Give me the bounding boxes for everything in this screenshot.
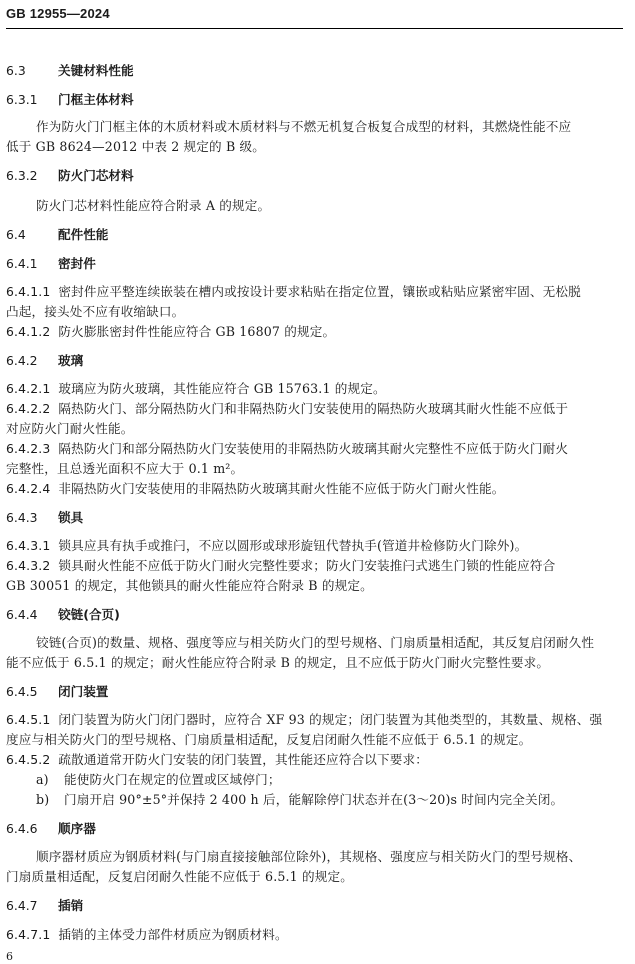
clause-text: 闭门装置为防火门闭门器时，应符合 XF 93 的规定；闭门装置为其他类型的，其数量、规格、强 <box>58 712 603 727</box>
clause-text: 防火膨胀密封件性能应符合 GB 16807 的规定。 <box>58 324 336 339</box>
clause-item <box>6 480 623 498</box>
section-heading <box>6 683 623 701</box>
clause-item <box>6 380 623 398</box>
section-number: 6.4.2 <box>6 353 38 368</box>
clause-number: 6.4.1.2 <box>6 324 51 339</box>
clause-text: 插销的主体受力部件材质应为钢质材料。 <box>58 927 288 942</box>
paragraph-line: 作为防火门门框主体的木质材料或木质材料与不燃无机复合板复合成型的材料，其燃烧性能不应 <box>36 119 572 134</box>
section-number: 6.3.2 <box>6 168 38 183</box>
clause-item <box>6 400 623 418</box>
section-heading <box>6 606 623 624</box>
paragraph-line: 门扇质量相适配，反复启闭耐久性能不应低于 6.5.1 的规定。 <box>6 869 353 884</box>
clause-number: 6.4.2.3 <box>6 441 51 456</box>
section-title: 插销 <box>58 898 84 913</box>
section-number: 6.4.6 <box>6 821 38 836</box>
section-title: 闭门装置 <box>58 684 109 699</box>
clause-text: 玻璃应为防火玻璃，其性能应符合 GB 15763.1 的规定。 <box>58 381 386 396</box>
clause-text: 密封件应平整连续嵌装在槽内或按设计要求粘贴在指定位置，镶嵌或粘贴应紧密牢固、无松脱 <box>58 284 581 299</box>
clause-item <box>6 440 623 458</box>
clause-number: 6.4.2.1 <box>6 381 51 396</box>
list-text: 能使防火门在规定的位置或区域停门； <box>64 772 281 787</box>
paragraph-line: 对应防火门耐火性能。 <box>6 421 134 436</box>
list-label: a) <box>36 772 49 787</box>
clause-number: 6.4.3.1 <box>6 538 51 553</box>
clause-number: 6.4.7.1 <box>6 927 51 942</box>
paragraph-line: 低于 GB 8624—2012 中表 2 规定的 B 级。 <box>6 139 265 154</box>
paragraph-line: 防火门芯材料性能应符合附录 A 的规定。 <box>36 198 271 213</box>
section-title: 门框主体材料 <box>58 92 134 107</box>
section-title: 配件性能 <box>58 227 109 242</box>
section-title: 防火门芯材料 <box>58 168 134 183</box>
section-number: 6.4.4 <box>6 607 38 622</box>
section-heading <box>6 91 623 109</box>
clause-text: 锁具应具有执手或推闩，不应以圆形或球形旋钮代替执手(管道井检修防火门除外)。 <box>58 538 528 553</box>
list-label: b) <box>36 792 50 807</box>
section-title: 锁具 <box>58 510 84 525</box>
section-number: 6.4.1 <box>6 256 38 271</box>
section-heading <box>6 255 623 273</box>
paragraph-line: 铰链(合页)的数量、规格、强度等应与相关防火门的型号规格、门扇质量相适配，其反复启闭耐久性 <box>36 635 595 650</box>
section-heading <box>6 509 623 527</box>
section-number: 6.4 <box>6 227 26 242</box>
clause-number: 6.4.3.2 <box>6 558 51 573</box>
standard-id-header: GB 12955—2024 <box>6 6 110 21</box>
clause-item <box>6 926 623 944</box>
list-item <box>6 771 623 789</box>
clause-item <box>6 283 623 301</box>
paragraph-line: GB 30051 的规定，其他锁具的耐火性能应符合附录 B 的规定。 <box>6 578 373 593</box>
section-heading <box>6 897 623 915</box>
section-number: 6.4.3 <box>6 510 38 525</box>
clause-number: 6.4.2.4 <box>6 481 51 496</box>
section-heading <box>6 226 623 244</box>
paragraph-line: 度应与相关防火门的型号规格、门扇质量相适配，反复启闭耐久性能不应低于 6.5.1 的规定。 <box>6 732 532 747</box>
section-number: 6.4.7 <box>6 898 38 913</box>
clause-item <box>6 711 623 729</box>
clause-text: 隔热防火门、部分隔热防火门和非隔热防火门安装使用的隔热防火玻璃其耐火性能不应低于 <box>58 401 569 416</box>
clause-item <box>6 751 623 769</box>
section-title: 玻璃 <box>58 353 84 368</box>
header-rule <box>6 28 623 29</box>
list-text: 门扇开启 90°±5°并保持 2 400 h 后，能解除停门状态并在(3～20)s 时间内完全关闭。 <box>64 792 564 807</box>
section-number: 6.4.5 <box>6 684 38 699</box>
section-number: 6.3.1 <box>6 92 38 107</box>
clause-item <box>6 537 623 555</box>
clause-number: 6.4.2.2 <box>6 401 51 416</box>
section-title: 关键材料性能 <box>58 63 134 78</box>
clause-text: 非隔热防火门安装使用的非隔热防火玻璃其耐火性能不应低于防火门耐火性能。 <box>58 481 505 496</box>
paragraph-line: 顺序器材质应为钢质材料(与门扇直接接触部位除外)，其规格、强度应与相关防火门的型号规格、 <box>36 849 582 864</box>
section-title: 密封件 <box>58 256 96 271</box>
clause-text: 锁具耐火性能不应低于防火门耐火完整性要求；防火门安装推闩式逃生门锁的性能应符合 <box>58 558 556 573</box>
section-heading <box>6 352 623 370</box>
clause-item <box>6 557 623 575</box>
paragraph-line: 能不应低于 6.5.1 的规定；耐火性能应符合附录 B 的规定，且不应低于防火门耐火完整性要求。 <box>6 655 550 670</box>
section-number: 6.3 <box>6 63 26 78</box>
clause-number: 6.4.5.1 <box>6 712 51 727</box>
section-heading <box>6 62 623 80</box>
section-title: 顺序器 <box>58 821 96 836</box>
clause-item <box>6 323 623 341</box>
section-heading <box>6 167 623 185</box>
paragraph-line: 完整性，且总透光面积不应大于 0.1 m²。 <box>6 461 244 476</box>
page-number: 6 <box>6 950 13 963</box>
clause-number: 6.4.1.1 <box>6 284 51 299</box>
clause-number: 6.4.5.2 <box>6 752 51 767</box>
list-item <box>6 791 623 809</box>
section-heading <box>6 820 623 838</box>
section-title: 铰链(合页) <box>58 607 120 622</box>
paragraph-line: 凸起，接头处不应有收缩缺口。 <box>6 304 185 319</box>
clause-text: 隔热防火门和部分隔热防火门安装使用的非隔热防火玻璃其耐火完整性不应低于防火门耐火 <box>58 441 569 456</box>
clause-text: 疏散通道常开防火门安装的闭门装置，其性能还应符合以下要求： <box>58 752 428 767</box>
